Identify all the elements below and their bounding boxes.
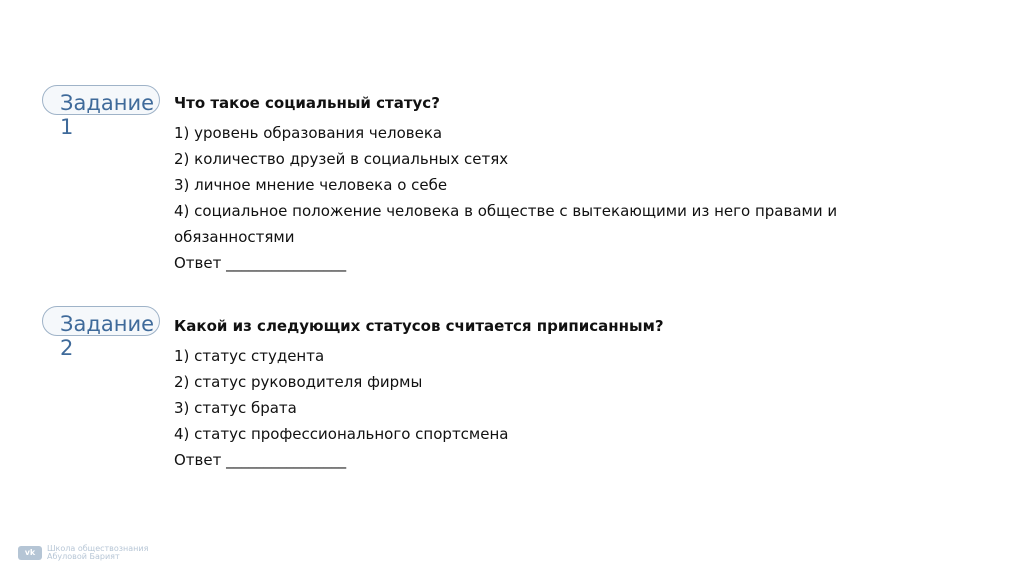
task-1-option-4: 4) социальное положение человека в обществе с вытекающими из него правами и обязанностями (174, 202, 838, 246)
task-1-question-block (174, 93, 894, 276)
task-2-option-4: 4) статус профессионального спортсмена (174, 425, 509, 443)
task-1-option-3: 3) личное мнение человека о себе (174, 176, 448, 194)
task-2-question-block (174, 316, 894, 473)
task-1-question: Что такое социальный статус? (174, 94, 440, 112)
task-2-option-3: 3) статус брата (174, 399, 297, 417)
task-1-label: Задание 1 (60, 91, 155, 139)
task-2-option-1: 1) статус студента (174, 347, 325, 365)
footer-text-block (47, 545, 148, 561)
task-2-question: Какой из следующих статусов считается приписанным? (174, 317, 664, 335)
task-1-option-2: 2) количество друзей в социальных сетях (174, 150, 509, 168)
footer-line-1: Школа обществознания (47, 544, 149, 553)
task-1-answer-line: Ответ ________________ (174, 254, 347, 272)
task-2-option-2: 2) статус руководителя фирмы (174, 373, 423, 391)
vk-logo-icon: vk (18, 546, 42, 560)
task-1-option-1: 1) уровень образования человека (174, 124, 443, 142)
task-2-answer-line: Ответ ________________ (174, 451, 347, 469)
footer-watermark (18, 545, 148, 561)
footer-line-2: Абуловой Барият (47, 552, 120, 561)
task-2-label: Задание 2 (60, 312, 155, 360)
